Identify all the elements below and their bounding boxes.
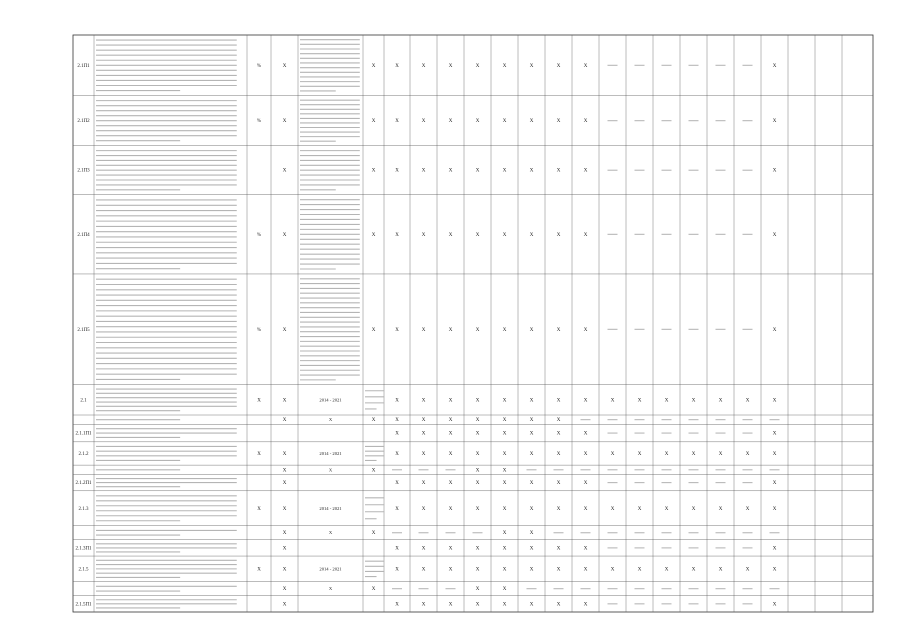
- value-cell: X: [502, 481, 507, 487]
- value-cell: X: [448, 327, 453, 333]
- value-cell: X: [502, 602, 507, 608]
- value-cell: X: [395, 232, 399, 238]
- period-cell: X: [328, 530, 333, 536]
- value-cell: X: [772, 451, 777, 457]
- value-cell: X: [395, 63, 399, 69]
- value-cell: X: [475, 431, 480, 437]
- value-cell: X: [502, 567, 507, 573]
- period-cell: 2014 - 2021: [319, 566, 342, 572]
- x-cell: X: [282, 168, 287, 174]
- row-code: 2.1.3: [78, 506, 89, 512]
- value-cell: X: [502, 431, 507, 437]
- value-cell: X: [772, 481, 777, 487]
- value-cell: X: [556, 63, 561, 69]
- value-cell: X: [421, 168, 426, 174]
- value-cell: X: [772, 431, 777, 437]
- value-cell: X: [529, 506, 534, 512]
- value-cell: X: [395, 602, 399, 608]
- value-cell: X: [583, 398, 588, 404]
- value-cell: X: [691, 567, 696, 573]
- unit-cell: %: [256, 232, 262, 238]
- value-cell: X: [475, 418, 480, 424]
- value-cell: X: [502, 327, 507, 333]
- value-cell: X: [664, 567, 669, 573]
- x-cell: X: [371, 468, 376, 474]
- value-cell: X: [664, 506, 669, 512]
- value-cell: X: [583, 451, 588, 457]
- x-cell: X: [282, 63, 287, 69]
- value-cell: X: [475, 481, 480, 487]
- value-cell: X: [556, 506, 561, 512]
- value-cell: X: [529, 567, 534, 573]
- value-cell: X: [637, 567, 642, 573]
- x-cell: X: [282, 481, 287, 487]
- value-cell: X: [448, 481, 453, 487]
- x-cell: X: [282, 567, 287, 573]
- row-code: 2.1.2: [78, 451, 89, 457]
- value-cell: X: [475, 546, 480, 552]
- value-cell: X: [772, 546, 777, 552]
- value-cell: X: [529, 119, 534, 125]
- x-cell: X: [282, 602, 287, 608]
- x-cell: X: [371, 168, 376, 174]
- value-cell: X: [475, 119, 480, 125]
- value-cell: X: [529, 418, 534, 424]
- table-border: [73, 35, 873, 612]
- value-cell: X: [583, 63, 588, 69]
- unit-cell: X: [257, 398, 261, 404]
- x-cell: X: [282, 531, 287, 537]
- value-cell: X: [502, 506, 507, 512]
- value-cell: X: [395, 119, 399, 125]
- value-cell: X: [421, 431, 426, 437]
- value-cell: X: [718, 567, 723, 573]
- value-cell: X: [529, 431, 534, 437]
- value-cell: X: [529, 546, 534, 552]
- value-cell: X: [529, 168, 534, 174]
- value-cell: X: [583, 506, 588, 512]
- value-cell: X: [502, 232, 507, 238]
- value-cell: X: [448, 398, 453, 404]
- row-code: 2.1П1: [77, 63, 90, 69]
- value-cell: X: [475, 451, 480, 457]
- value-cell: X: [395, 418, 399, 424]
- value-cell: X: [772, 398, 777, 404]
- value-cell: X: [556, 232, 561, 238]
- value-cell: X: [529, 232, 534, 238]
- unit-cell: %: [256, 63, 262, 69]
- value-cell: X: [502, 531, 507, 537]
- value-cell: X: [664, 398, 669, 404]
- value-cell: X: [395, 431, 399, 437]
- row-code: 2.1П4: [77, 232, 90, 238]
- value-cell: X: [502, 468, 507, 474]
- value-cell: X: [502, 418, 507, 424]
- value-cell: X: [475, 232, 480, 238]
- value-cell: X: [475, 468, 480, 474]
- value-cell: X: [556, 168, 561, 174]
- x-cell: X: [282, 418, 287, 424]
- x-cell: X: [282, 398, 287, 404]
- value-cell: X: [475, 398, 480, 404]
- value-cell: X: [395, 567, 399, 573]
- value-cell: X: [583, 431, 588, 437]
- value-cell: X: [664, 451, 669, 457]
- value-cell: X: [475, 506, 480, 512]
- value-cell: X: [610, 506, 615, 512]
- value-cell: X: [421, 602, 426, 608]
- value-cell: X: [583, 567, 588, 573]
- value-cell: X: [395, 506, 399, 512]
- value-cell: X: [583, 602, 588, 608]
- value-cell: X: [583, 481, 588, 487]
- value-cell: X: [448, 119, 453, 125]
- value-cell: X: [529, 531, 534, 537]
- value-cell: X: [583, 119, 588, 125]
- value-cell: X: [421, 506, 426, 512]
- period-cell: X: [328, 467, 333, 473]
- value-cell: X: [718, 506, 723, 512]
- value-cell: X: [475, 602, 480, 608]
- row-code: 2.1.2П1: [75, 481, 92, 487]
- value-cell: X: [583, 327, 588, 333]
- value-cell: X: [421, 418, 426, 424]
- x-cell: X: [371, 63, 376, 69]
- value-cell: X: [421, 327, 426, 333]
- value-cell: X: [475, 587, 480, 593]
- value-cell: X: [448, 431, 453, 437]
- value-cell: X: [772, 567, 777, 573]
- value-cell: X: [529, 602, 534, 608]
- value-cell: X: [502, 63, 507, 69]
- value-cell: X: [556, 602, 561, 608]
- value-cell: X: [637, 451, 642, 457]
- value-cell: X: [421, 567, 426, 573]
- value-cell: X: [691, 451, 696, 457]
- value-cell: X: [448, 418, 453, 424]
- value-cell: X: [529, 327, 534, 333]
- value-cell: X: [610, 451, 615, 457]
- value-cell: X: [475, 567, 480, 573]
- value-cell: X: [502, 546, 507, 552]
- value-cell: X: [448, 63, 453, 69]
- unit-cell: X: [257, 451, 261, 457]
- value-cell: X: [421, 119, 426, 125]
- value-cell: X: [772, 232, 777, 238]
- x-cell: X: [282, 468, 287, 474]
- row-code: 2.1.5П1: [75, 602, 92, 608]
- unit-cell: X: [257, 567, 261, 573]
- value-cell: X: [529, 63, 534, 69]
- value-cell: X: [421, 451, 426, 457]
- value-cell: X: [448, 451, 453, 457]
- value-cell: X: [583, 232, 588, 238]
- unit-cell: %: [256, 119, 262, 125]
- value-cell: X: [421, 63, 426, 69]
- value-cell: X: [475, 63, 480, 69]
- value-cell: X: [745, 567, 750, 573]
- value-cell: X: [772, 119, 777, 125]
- value-cell: X: [610, 567, 615, 573]
- value-cell: X: [502, 168, 507, 174]
- value-cell: X: [556, 567, 561, 573]
- value-cell: X: [502, 119, 507, 125]
- value-cell: X: [583, 546, 588, 552]
- value-cell: X: [448, 506, 453, 512]
- value-cell: X: [395, 398, 399, 404]
- value-cell: X: [556, 418, 561, 424]
- period-cell: X: [328, 417, 333, 423]
- value-cell: X: [556, 481, 561, 487]
- x-cell: X: [282, 587, 287, 593]
- value-cell: X: [556, 327, 561, 333]
- x-cell: X: [282, 119, 287, 125]
- value-cell: X: [529, 398, 534, 404]
- row-code: 2.1П3: [77, 168, 90, 174]
- x-cell: X: [282, 451, 287, 457]
- value-cell: X: [745, 506, 750, 512]
- value-cell: X: [448, 567, 453, 573]
- value-cell: X: [556, 398, 561, 404]
- x-cell: X: [371, 119, 376, 125]
- row-code: 2.1П5: [77, 327, 90, 333]
- unit-cell: %: [256, 327, 262, 333]
- value-cell: X: [475, 327, 480, 333]
- value-cell: X: [395, 451, 399, 457]
- value-cell: X: [421, 546, 426, 552]
- value-cell: X: [395, 546, 399, 552]
- value-cell: X: [395, 168, 399, 174]
- value-cell: X: [395, 327, 399, 333]
- value-cell: X: [637, 506, 642, 512]
- value-cell: X: [502, 398, 507, 404]
- value-cell: X: [691, 398, 696, 404]
- x-cell: X: [371, 418, 376, 424]
- row-code: 2.1.3П1: [75, 546, 92, 552]
- value-cell: X: [448, 168, 453, 174]
- x-cell: X: [371, 232, 376, 238]
- value-cell: X: [421, 398, 426, 404]
- value-cell: X: [583, 168, 588, 174]
- value-cell: X: [421, 232, 426, 238]
- row-code: 2.1.1П1: [75, 431, 92, 437]
- value-cell: X: [502, 587, 507, 593]
- x-cell: X: [371, 587, 376, 593]
- value-cell: X: [772, 602, 777, 608]
- value-cell: X: [745, 398, 750, 404]
- unit-cell: X: [257, 506, 261, 512]
- value-cell: X: [772, 506, 777, 512]
- x-cell: X: [371, 327, 376, 333]
- value-cell: X: [421, 481, 426, 487]
- x-cell: X: [282, 506, 287, 512]
- value-cell: X: [529, 451, 534, 457]
- value-cell: X: [448, 546, 453, 552]
- period-cell: 2014 - 2021: [319, 450, 342, 456]
- value-cell: X: [395, 481, 399, 487]
- period-cell: 2014 - 2021: [319, 505, 342, 511]
- value-cell: X: [772, 168, 777, 174]
- value-cell: X: [529, 481, 534, 487]
- value-cell: X: [556, 119, 561, 125]
- row-code: 2.1: [80, 398, 87, 404]
- period-cell: X: [328, 586, 333, 592]
- row-code: 2.1.5: [78, 567, 89, 573]
- value-cell: X: [502, 451, 507, 457]
- value-cell: X: [745, 451, 750, 457]
- value-cell: X: [556, 431, 561, 437]
- value-cell: X: [610, 398, 615, 404]
- row-code: 2.1П2: [77, 119, 90, 125]
- value-cell: X: [556, 546, 561, 552]
- value-cell: X: [637, 398, 642, 404]
- value-cell: X: [718, 398, 723, 404]
- x-cell: X: [282, 232, 287, 238]
- value-cell: X: [691, 506, 696, 512]
- value-cell: X: [772, 63, 777, 69]
- value-cell: X: [475, 168, 480, 174]
- value-cell: X: [448, 602, 453, 608]
- value-cell: X: [448, 232, 453, 238]
- x-cell: X: [371, 531, 376, 537]
- period-cell: 2014 - 2021: [319, 397, 342, 403]
- x-cell: X: [282, 327, 287, 333]
- x-cell: X: [282, 546, 287, 552]
- value-cell: X: [718, 451, 723, 457]
- value-cell: X: [556, 451, 561, 457]
- value-cell: X: [772, 327, 777, 333]
